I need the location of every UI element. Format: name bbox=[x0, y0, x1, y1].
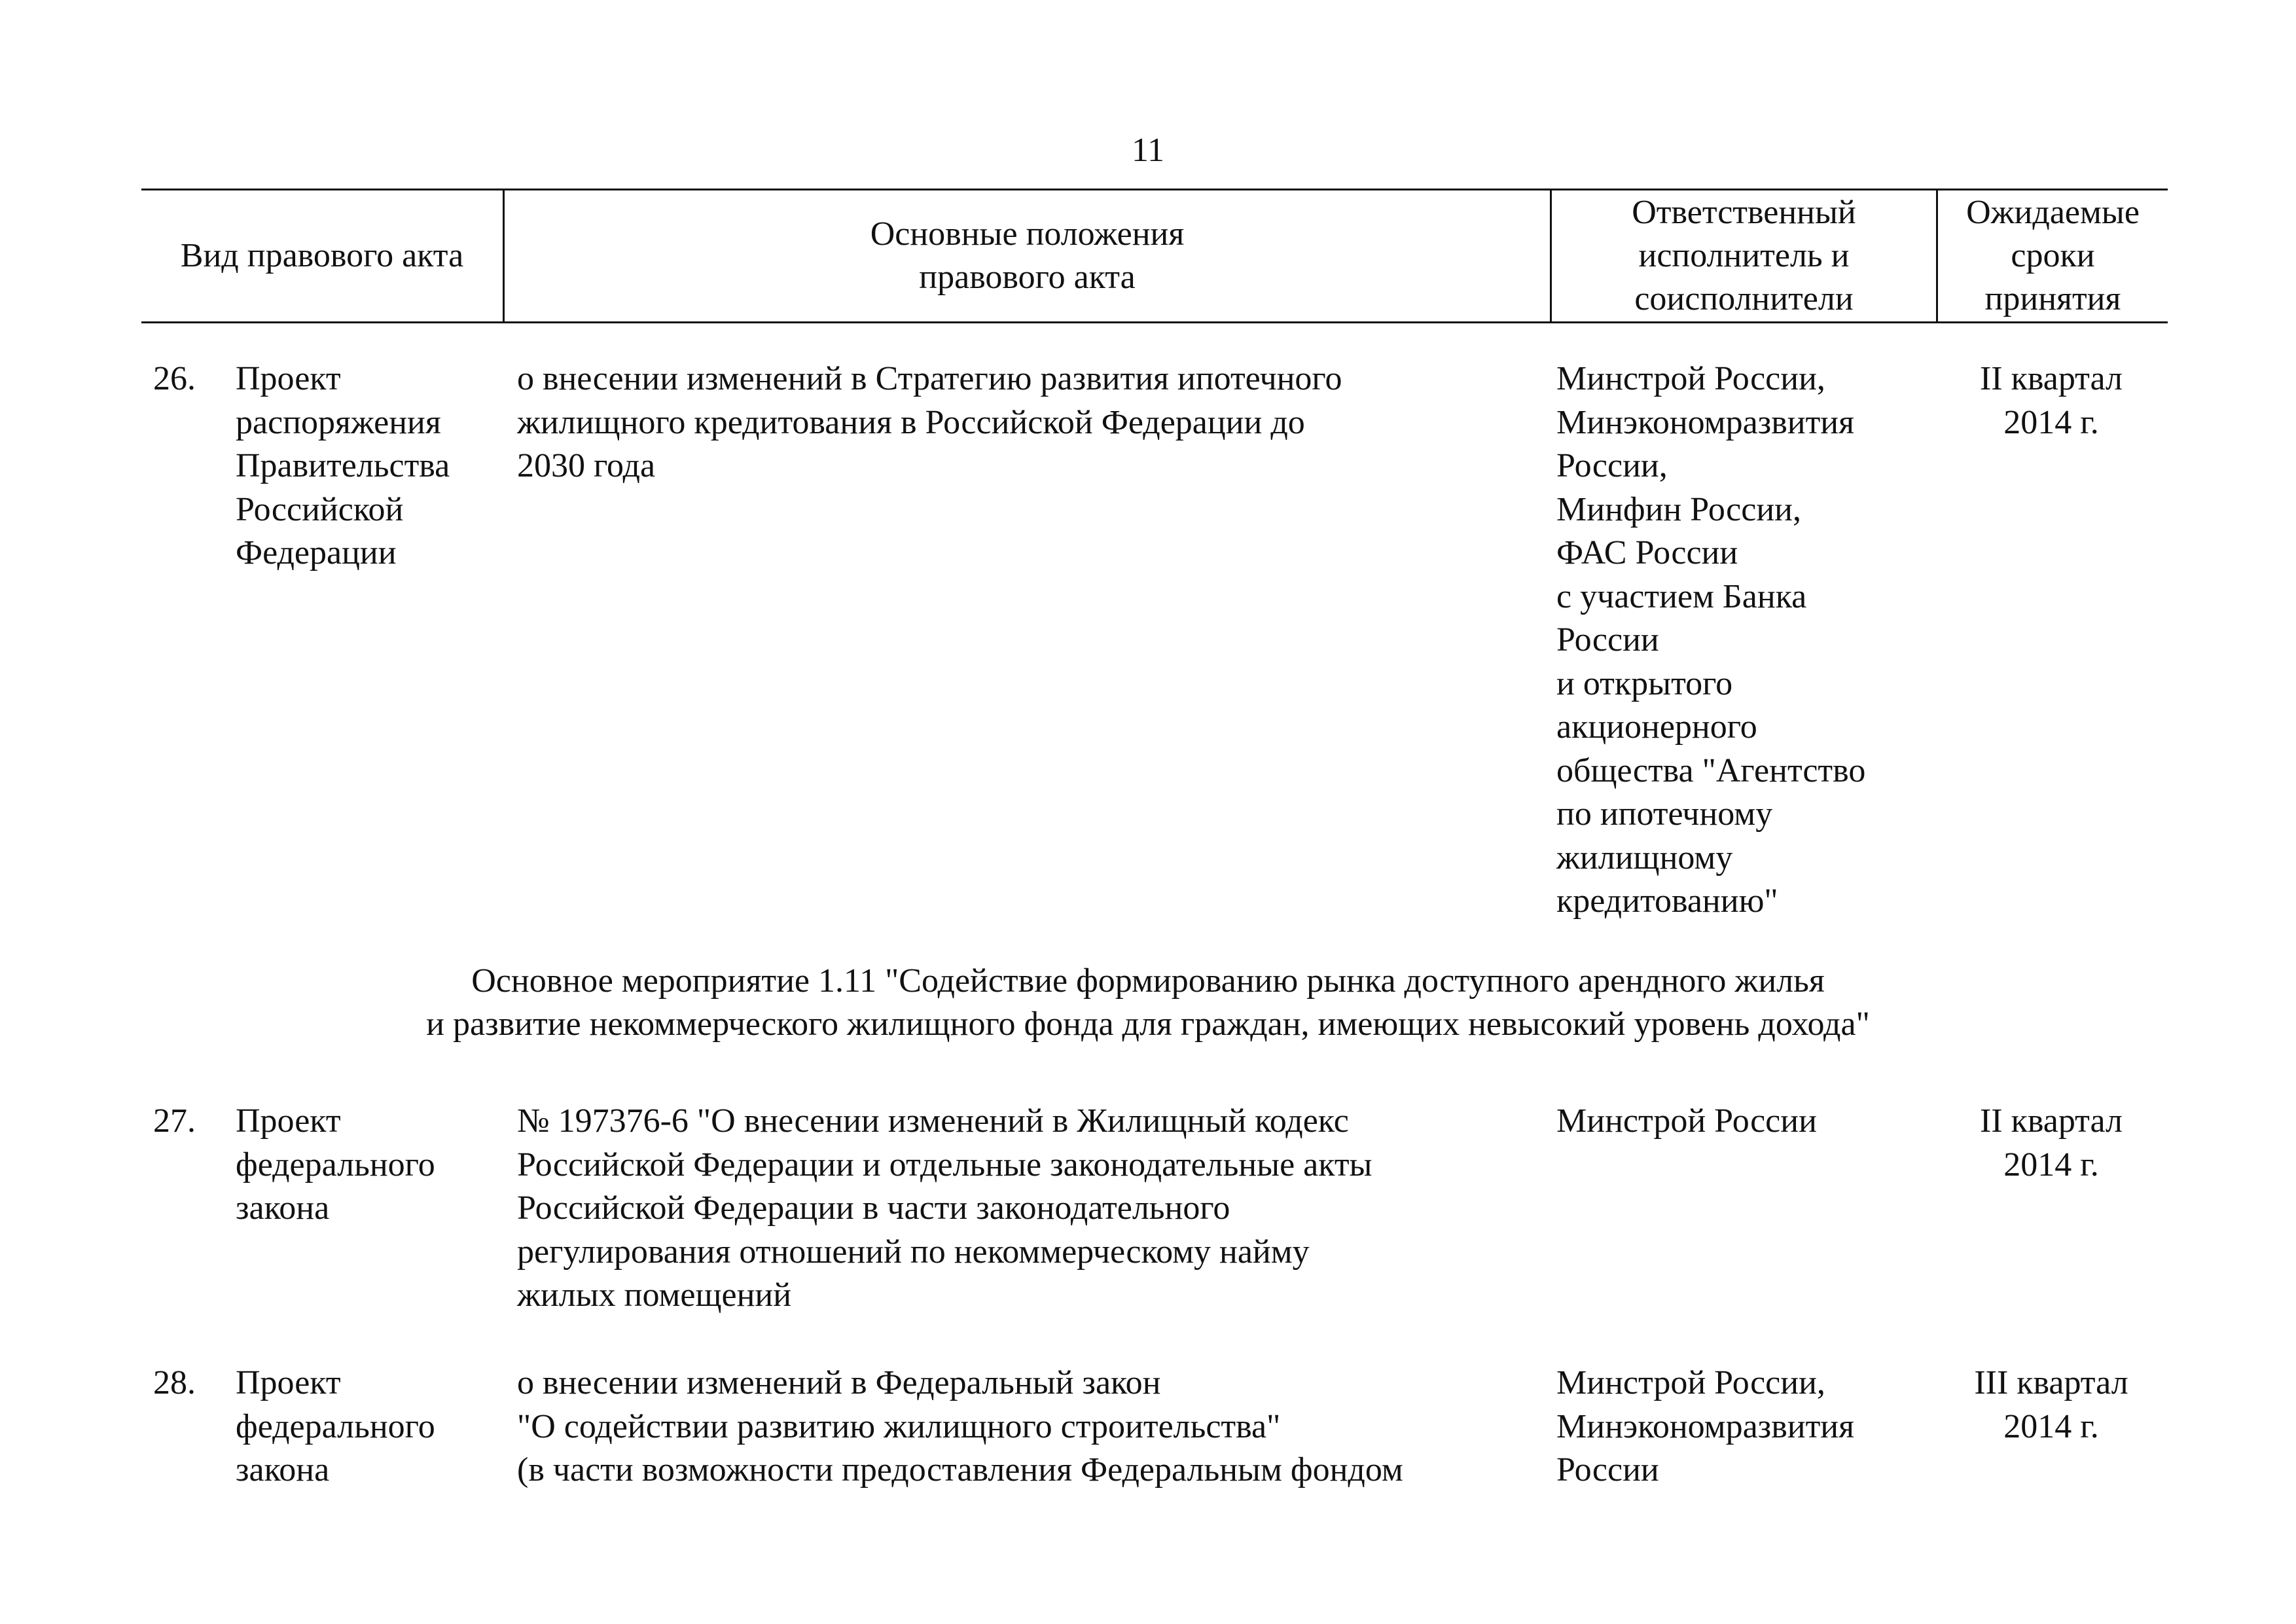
header-executor-label: Ответственный исполнитель и соисполнители bbox=[1632, 194, 1856, 317]
row-number: 26. bbox=[153, 360, 196, 397]
row-term: III квартал 2014 г. bbox=[1974, 1364, 2128, 1445]
row-executor: Минстрой России, Минэкономразвития России, Минфин России, ФАС России с участием Банка России и открытого акционерного общества "Агентство по ипотечному жилищному кредитованию" bbox=[1556, 360, 1866, 920]
page-number: 11 bbox=[1131, 132, 1165, 169]
section-title: Основное мероприятие 1.11 "Содействие формированию рынка доступного арендного жилья и развитие некоммерческого жилищного фонда для граждан, имеющих невысокий уровень дохода" bbox=[426, 962, 1870, 1043]
header-term-label: Ожидаемые сроки принятия bbox=[1966, 194, 2140, 317]
row-executor: Минстрой России bbox=[1556, 1102, 1817, 1140]
header-kind bbox=[141, 190, 503, 321]
table-header bbox=[141, 189, 2168, 323]
row-executor: Минстрой России, Минэкономразвития России bbox=[1556, 1364, 1855, 1489]
header-kind-label: Вид правового акта bbox=[180, 237, 464, 274]
header-term bbox=[1936, 190, 2168, 321]
header-executor bbox=[1550, 190, 1936, 321]
row-kind: Проект федерального закона bbox=[236, 1102, 435, 1227]
row-term: II квартал 2014 г. bbox=[1979, 1102, 2123, 1183]
row-content: № 197376-6 "О внесении изменений в Жилищный кодекс Российской Федерации и отдельные законодательные акты Российской Федерации в части законодательного регулирования отношений по некоммерческому найму жилых помещений bbox=[517, 1102, 1372, 1314]
row-content: о внесении изменений в Федеральный закон "О содействии развитию жилищного строительства" (в части возможности предоставления Федеральным фондом bbox=[517, 1364, 1403, 1489]
header-content-label: Основные положения правового акта bbox=[870, 215, 1185, 296]
row-term: II квартал 2014 г. bbox=[1979, 360, 2123, 441]
row-kind: Проект федерального закона bbox=[236, 1364, 435, 1489]
header-content bbox=[503, 190, 1550, 321]
row-content: о внесении изменений в Стратегию развития ипотечного жилищного кредитования в Российской Федерации до 2030 года bbox=[517, 360, 1342, 484]
row-kind: Проект распоряжения Правительства Российской Федерации bbox=[236, 360, 450, 571]
row-number: 28. bbox=[153, 1364, 196, 1401]
row-number: 27. bbox=[153, 1102, 196, 1140]
